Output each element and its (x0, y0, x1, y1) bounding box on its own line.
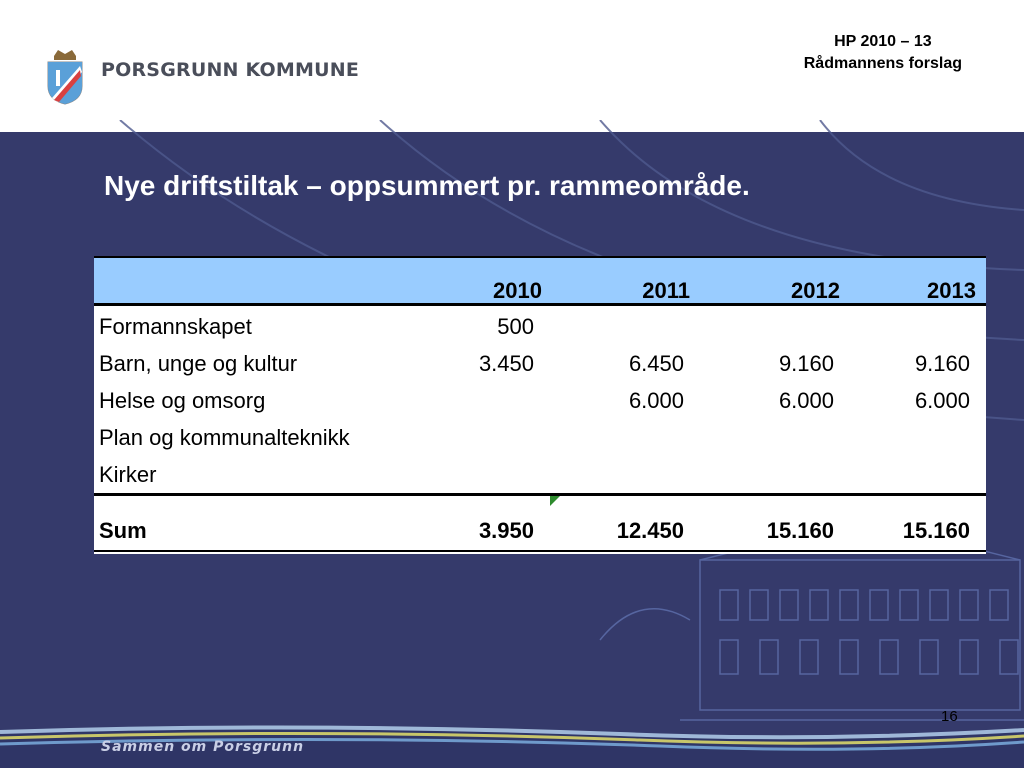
sum-divider (94, 493, 986, 496)
cell-2010: 3.450 (478, 351, 534, 376)
coat-of-arms-icon (44, 46, 86, 106)
table-row (94, 458, 986, 495)
row-label: Formannskapet (99, 314, 252, 339)
cell-2011: 6.000 (628, 388, 684, 413)
cell-2011: 6.450 (628, 351, 684, 376)
table-row (94, 347, 986, 384)
column-header-2010: 2010 (493, 278, 542, 303)
table-bottom-border (94, 550, 986, 552)
column-header-2013: 2013 (927, 278, 976, 303)
table-row (94, 384, 986, 421)
cell-2012: 9.160 (778, 351, 834, 376)
plan-info-line2: Rådmannens forslag (803, 55, 962, 72)
budget-table (94, 256, 986, 554)
row-label: Helse og omsorg (99, 388, 266, 413)
sum-label: Sum (99, 518, 147, 543)
sum-2010: 3.950 (478, 518, 534, 543)
row-label: Barn, unge og kultur (99, 351, 298, 376)
cell-2012: 6.000 (778, 388, 834, 413)
column-header-2011: 2011 (642, 278, 690, 303)
table-row (94, 310, 986, 347)
row-label: Kirker (99, 462, 157, 487)
cell-2013: 9.160 (914, 351, 970, 376)
page-number: 16 (941, 708, 958, 725)
sum-row (94, 514, 986, 552)
plan-info-line1: HP 2010 – 13 (834, 33, 932, 50)
sum-2012: 15.160 (766, 518, 834, 543)
row-label: Plan og kommunalteknikk (99, 425, 350, 450)
cell-2010: 500 (497, 314, 534, 339)
organization-name: PORSGRUNN KOMMUNE (101, 59, 360, 81)
cell-2013: 6.000 (914, 388, 970, 413)
table-row (94, 421, 986, 458)
footer-slogan: Sammen om Porsgrunn (101, 739, 305, 755)
slide-title: Nye driftstiltak – oppsummert pr. rammeområde. (104, 170, 750, 201)
column-header-2012: 2012 (791, 278, 840, 303)
sum-2011: 12.450 (616, 518, 684, 543)
slide-header (0, 0, 1024, 132)
green-corner-marker (550, 496, 560, 506)
sum-2013: 15.160 (902, 518, 970, 543)
plan-info (804, 31, 962, 75)
table-header-row (94, 256, 986, 306)
